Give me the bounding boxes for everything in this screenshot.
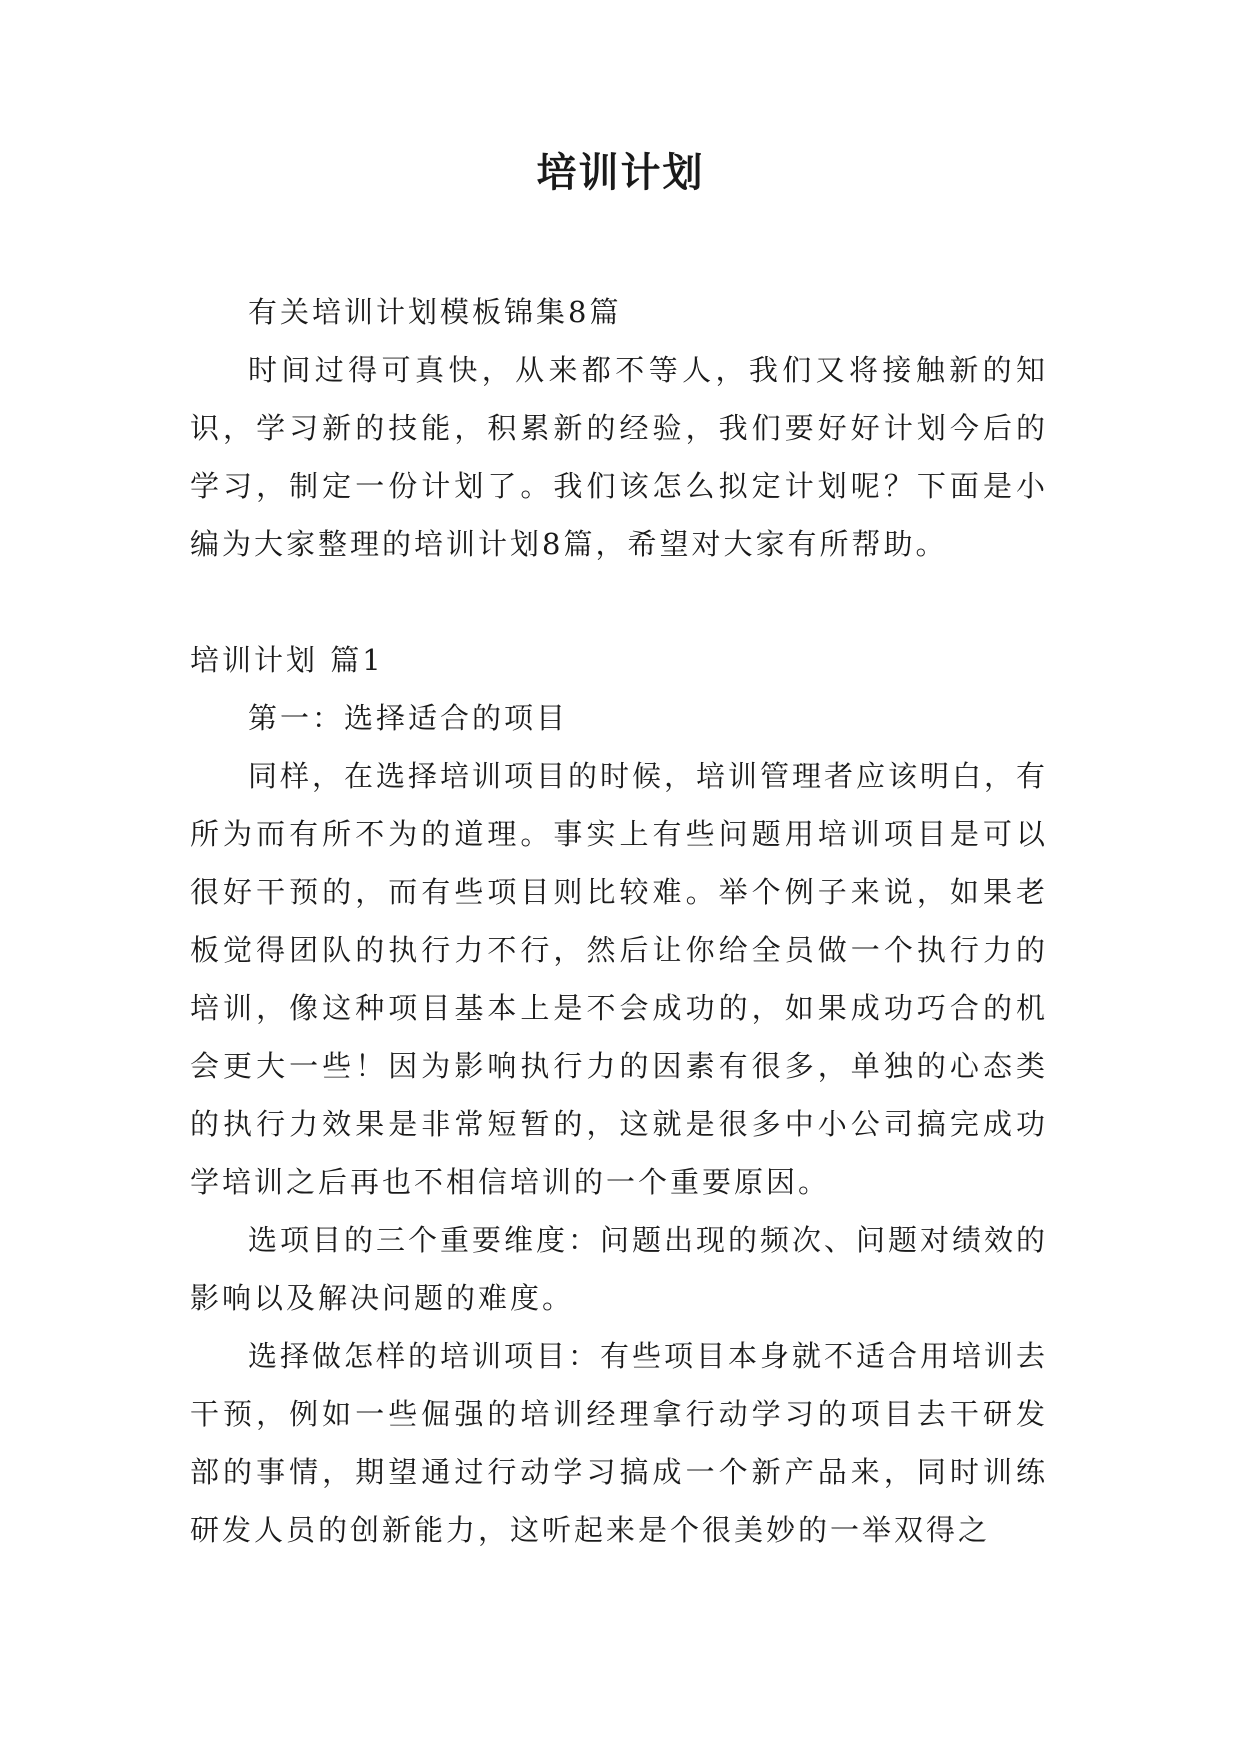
body-paragraph: 选项目的三个重要维度：问题出现的频次、问题对绩效的影响以及解决问题的难度。 xyxy=(190,1223,1049,1315)
section-heading: 培训计划 篇1 xyxy=(190,643,384,677)
document-subtitle: 有关培训计划模板锦集8篇 xyxy=(248,295,622,329)
document-body xyxy=(190,283,1048,1559)
intro-paragraph: 时间过得可真快，从来都不等人，我们又将接触新的知识，学习新的技能，积累新的经验，我们要好好计划今后的学习，制定一份计划了。我们该怎么拟定计划呢？下面是小编为大家整理的培训计划8篇，希望对大家有所帮助。 xyxy=(190,353,1048,561)
point-title: 第一：选择适合的项目 xyxy=(248,701,569,735)
paragraph-spacer xyxy=(190,573,1048,631)
body-paragraph: 选择做怎样的培训项目：有些项目本身就不适合用培训去干预，例如一些倔强的培训经理拿行动学习的项目去干研发部的事情，期望通过行动学习搞成一个新产品来，同时训练研发人员的创新能力，这听起来是个很美妙的一举双得之 xyxy=(190,1339,1049,1547)
body-paragraph: 同样，在选择培训项目的时候，培训管理者应该明白，有所为而有所不为的道理。事实上有些问题用培训项目是可以很好干预的，而有些项目则比较难。举个例子来说，如果老板觉得团队的执行力不行，然后让你给全员做一个执行力的培训，像这种项目基本上是不会成功的，如果成功巧合的机会更大一些！因为影响执行力的因素有很多，单独的心态类的执行力效果是非常短暂的，这就是很多中小公司搞完成功学培训之后再也不相信培训的一个重要原因。 xyxy=(190,759,1049,1199)
document-title: 培训计划 xyxy=(536,149,705,196)
